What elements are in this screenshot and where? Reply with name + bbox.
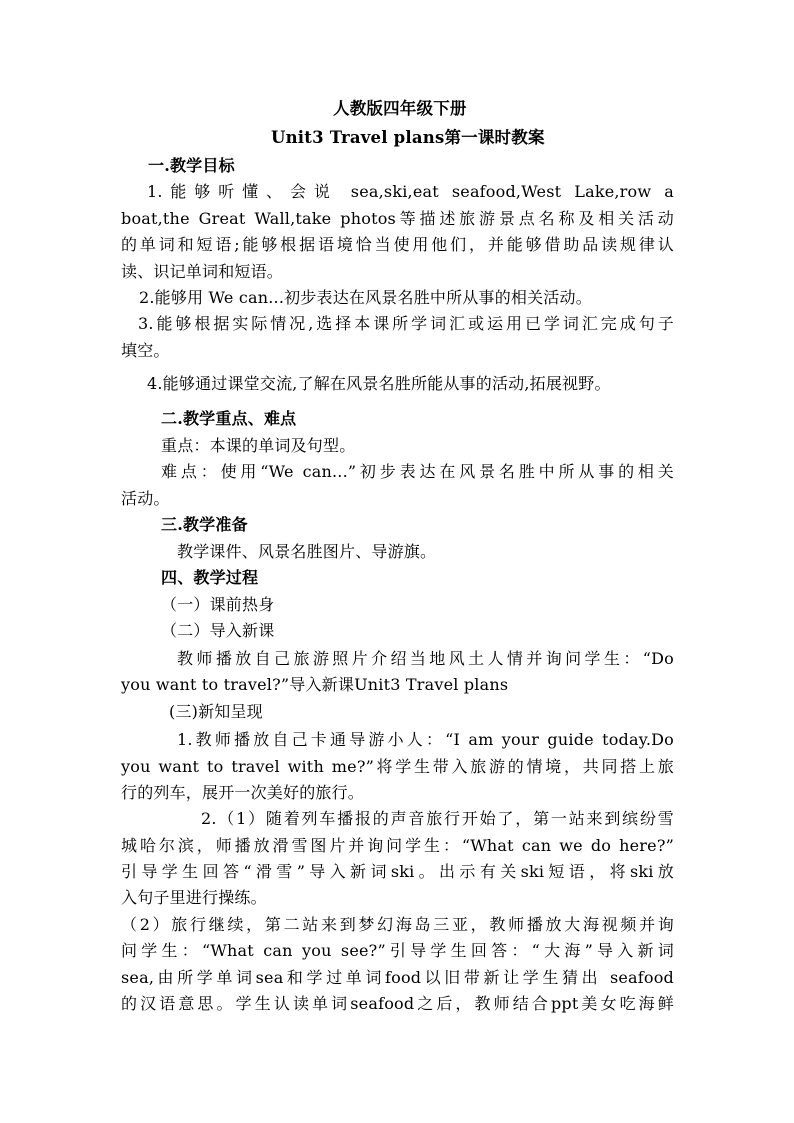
presentation-p1-line-3: 行的列车，展开一次美好的旅行。: [121, 783, 365, 802]
goal-1-line-2: boat,the Great Wall,take photos等描述旅游景点名称及相关活动: [121, 209, 674, 228]
document-subtitle: Unit3 Travel plans第一课时教案: [271, 128, 545, 147]
goal-4: 4.能够通过课堂交流,了解在风景名胜所能从事的活动,拓展视野。: [147, 374, 611, 393]
presentation-p1-line-2: you want to travel with me?”将学生带入旅游的情境，共同搭上旅: [121, 757, 674, 776]
step-warm-up: （一）课前热身: [161, 595, 275, 614]
difficulty-line-2: 活动。: [121, 489, 170, 508]
goal-1-line-1: 1.能够听懂、会说 sea,ski,eat seafood,West Lake,row a: [147, 182, 674, 201]
section-heading-key-points: 二.教学重点、难点: [161, 409, 297, 428]
section-heading-goals: 一.教学目标: [148, 156, 235, 175]
preparation-content: 教学课件、风景名胜图片、导游旗。: [177, 542, 437, 561]
presentation-p2-line-4: 入句子里进行操练。: [121, 888, 267, 907]
difficulty-line-1: 难点：使用“We can...”初步表达在风景名胜中所从事的相关: [161, 462, 674, 481]
presentation-p3-line-1: （2）旅行继续，第二站来到梦幻海岛三亚，教师播放大海视频并询: [121, 915, 674, 934]
section-heading-preparation: 三.教学准备: [161, 515, 248, 534]
goal-1-line-3: 的单词和短语;能够根据语境恰当使用他们，并能够借助品读规律认: [121, 235, 674, 254]
goal-3-line-2: 填空。: [121, 341, 170, 360]
goal-2: 2.能够用 We can...初步表达在风景名胜中所从事的相关活动。: [139, 288, 592, 307]
step-presentation: (三)新知呈现: [169, 702, 263, 721]
presentation-p3-line-4: 的汉语意思。学生认读单词seafood之后，教师结合ppt美女吃海鲜: [121, 994, 674, 1013]
document-title: 人教版四年级下册: [333, 99, 467, 118]
lead-in-line-1: 教师播放自己旅游照片介绍当地风土人情并询问学生：“Do: [177, 649, 674, 668]
presentation-p1-line-1: 1.教师播放自己卡通导游小人：“I am your guide today.Do: [177, 730, 674, 749]
goal-3-line-1: 3.能够根据实际情况,选择本课所学词汇或运用已学词汇完成句子: [138, 314, 674, 333]
presentation-p3-line-3: sea,由所学单词sea和学过单词food以旧带新让学生猜出 seafood: [121, 968, 674, 987]
presentation-p3-line-2: 问学生：“What can you see?”引导学生回答：“大海”导入新词: [121, 941, 674, 960]
goal-1-line-4: 读、识记单词和短语。: [121, 262, 284, 281]
presentation-p2-line-1: 2.（1）随着列车播报的声音旅行开始了，第一站来到缤纷雪: [201, 809, 674, 828]
lead-in-line-2: you want to travel?”导入新课Unit3 Travel plans: [121, 675, 509, 694]
presentation-p2-line-2: 城哈尔滨，师播放滑雪图片并询问学生：“What can we do here?”: [121, 836, 674, 855]
key-point: 重点：本课的单词及句型。: [161, 436, 356, 455]
presentation-p2-line-3: 引导学生回答“滑雪”导入新词ski。出示有关ski短语，将ski放: [121, 862, 674, 881]
step-lead-in: （二）导入新课: [161, 621, 275, 640]
section-heading-process: 四、教学过程: [161, 568, 259, 587]
